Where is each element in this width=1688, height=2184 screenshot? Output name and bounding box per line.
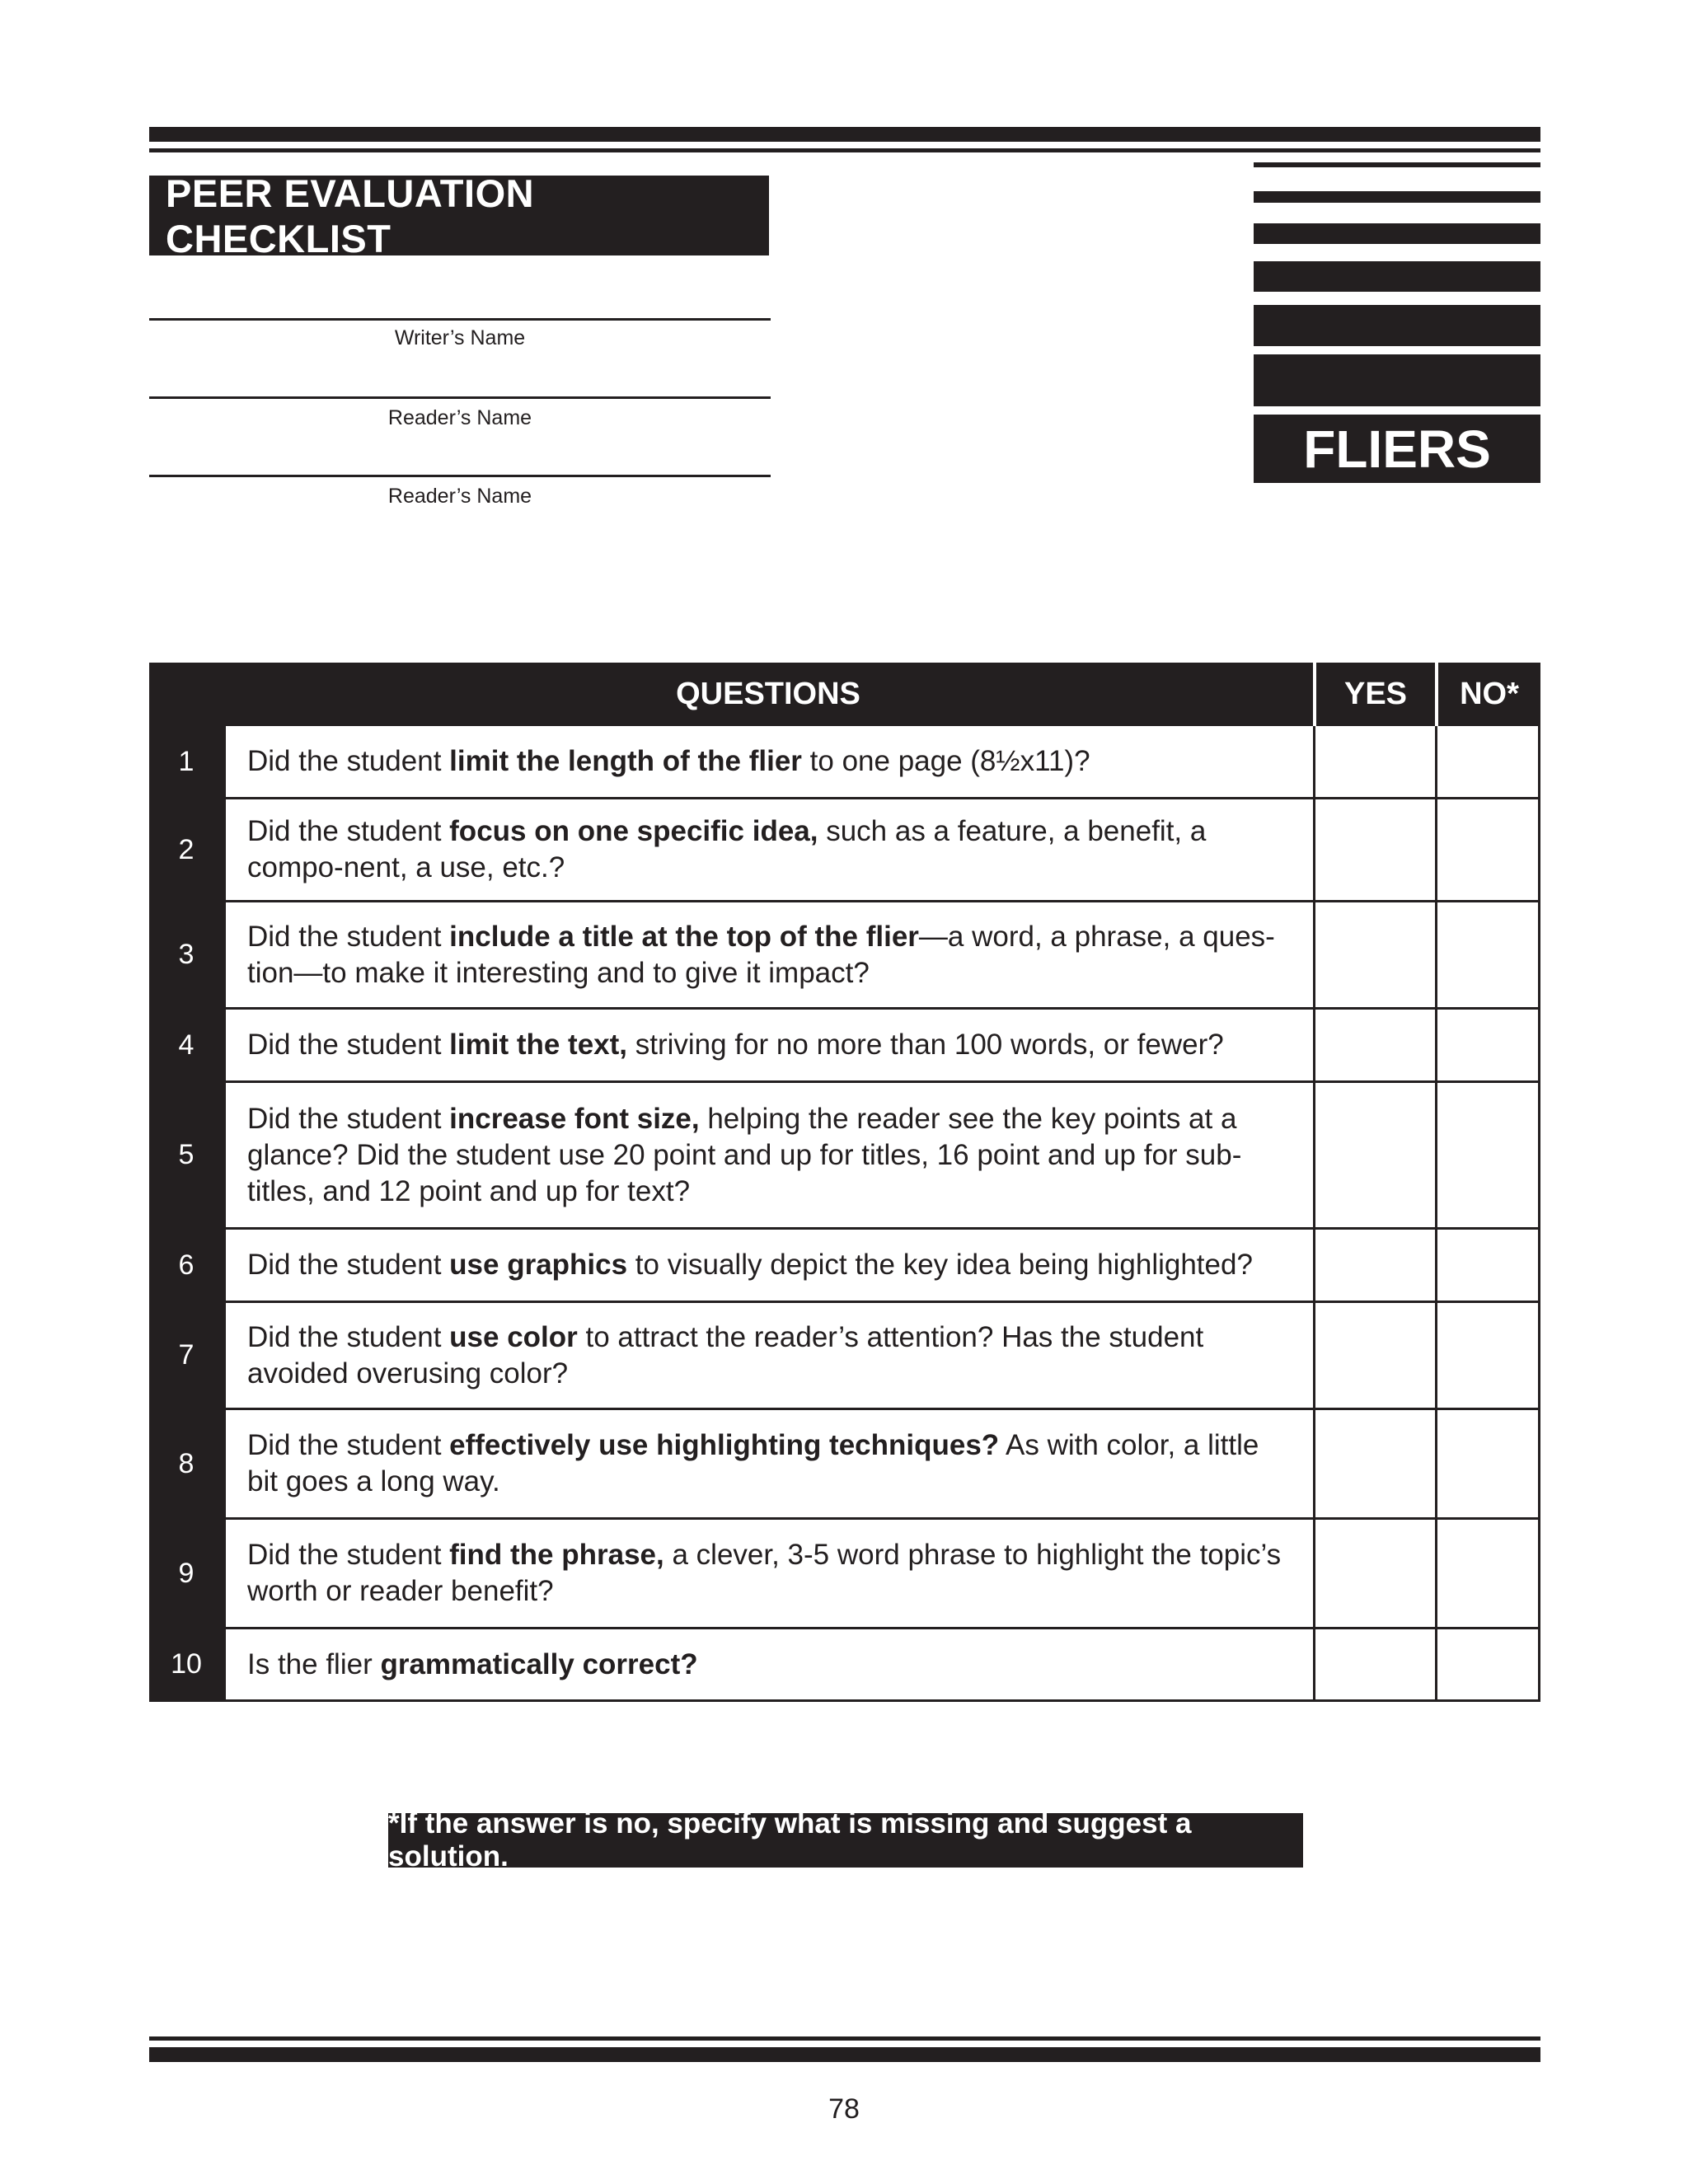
question-text bbox=[223, 1410, 1313, 1517]
question-text bbox=[223, 1520, 1313, 1627]
question-fragment: such as a feature, a benefit, a compo-nent, a use, etc.? bbox=[247, 815, 1207, 883]
question-emphasis: focus on one specific idea, bbox=[449, 815, 818, 847]
table-row bbox=[149, 1629, 1540, 1702]
table-row bbox=[149, 1230, 1540, 1303]
question-fragment: Is the flier bbox=[247, 1647, 381, 1680]
decorative-bar-5 bbox=[1254, 305, 1540, 346]
question-emphasis: grammatically correct? bbox=[380, 1647, 698, 1680]
table-row bbox=[149, 1083, 1540, 1230]
question-number: 8 bbox=[149, 1410, 223, 1517]
no-answer-cell[interactable] bbox=[1435, 1010, 1540, 1080]
no-column-header: NO* bbox=[1435, 663, 1540, 726]
question-fragment: —a word, a phrase, a ques-tion—to make it interesting and to give it impact? bbox=[247, 920, 1275, 989]
question-text bbox=[223, 902, 1313, 1007]
yes-answer-cell[interactable] bbox=[1313, 1083, 1435, 1227]
question-emphasis: limit the text, bbox=[449, 1029, 628, 1061]
table-row bbox=[149, 1303, 1540, 1410]
yes-answer-cell[interactable] bbox=[1313, 1629, 1435, 1699]
question-emphasis: limit the length of the flier bbox=[449, 745, 802, 777]
yes-answer-cell[interactable] bbox=[1313, 726, 1435, 797]
question-fragment: Did the student bbox=[247, 1429, 450, 1461]
reader-name-line-1 bbox=[149, 396, 771, 399]
question-number: 2 bbox=[149, 799, 223, 900]
yes-answer-cell[interactable] bbox=[1313, 1230, 1435, 1301]
no-answer-cell[interactable] bbox=[1435, 1520, 1540, 1627]
question-fragment: striving for no more than 100 words, or fewer? bbox=[627, 1029, 1224, 1061]
yes-column-header: YES bbox=[1313, 663, 1435, 726]
table-row bbox=[149, 1410, 1540, 1520]
question-emphasis: use color bbox=[449, 1320, 578, 1353]
yes-answer-cell[interactable] bbox=[1313, 1010, 1435, 1080]
questions-column-header: QUESTIONS bbox=[676, 677, 860, 711]
yes-answer-cell[interactable] bbox=[1313, 1520, 1435, 1627]
question-fragment: Did the student bbox=[247, 1029, 450, 1061]
question-number: 7 bbox=[149, 1303, 223, 1408]
question-fragment: to attract the reader’s attention? Has the student avoided overusing color? bbox=[247, 1320, 1204, 1390]
question-text bbox=[223, 799, 1313, 900]
page-title: PEER EVALUATION CHECKLIST bbox=[149, 176, 769, 255]
question-text bbox=[223, 1230, 1313, 1301]
no-answer-cell[interactable] bbox=[1435, 726, 1540, 797]
question-text bbox=[223, 1010, 1313, 1080]
footnote: *If the answer is no, specify what is missing and suggest a solution. bbox=[388, 1813, 1303, 1868]
table-body bbox=[149, 726, 1540, 1702]
question-text bbox=[223, 1629, 1313, 1699]
no-answer-cell[interactable] bbox=[1435, 1230, 1540, 1301]
yes-answer-cell[interactable] bbox=[1313, 1410, 1435, 1517]
question-fragment: Did the student bbox=[247, 815, 450, 847]
table-row bbox=[149, 799, 1540, 902]
reader-name-label-2: Reader’s Name bbox=[387, 485, 532, 508]
question-emphasis: effectively use highlighting techniques? bbox=[449, 1429, 1000, 1461]
question-fragment: Did the student bbox=[247, 1320, 450, 1353]
question-number: 10 bbox=[149, 1629, 223, 1699]
question-number: 3 bbox=[149, 902, 223, 1007]
question-fragment: a clever, 3-5 word phrase to highlight the topic’s worth or reader benefit? bbox=[247, 1539, 1282, 1607]
yes-answer-cell[interactable] bbox=[1313, 799, 1435, 900]
table-row bbox=[149, 726, 1540, 799]
checklist-table bbox=[149, 663, 1540, 1702]
question-fragment: to one page (8½x11)? bbox=[801, 745, 1090, 777]
decorative-bar-6 bbox=[1254, 354, 1540, 406]
reader-name-label-1: Reader’s Name bbox=[387, 406, 532, 429]
bottom-rule-thick bbox=[149, 2047, 1540, 2062]
bottom-rule-thin bbox=[149, 2036, 1540, 2041]
question-fragment: Did the student bbox=[247, 1249, 450, 1281]
question-fragment: As with color, a little bit goes a long way. bbox=[247, 1429, 1259, 1497]
page-number: 78 bbox=[828, 2093, 860, 2125]
number-column-header bbox=[149, 663, 223, 726]
writer-name-line bbox=[149, 318, 771, 321]
top-rule-thin bbox=[149, 148, 1540, 152]
table-row bbox=[149, 1010, 1540, 1083]
question-fragment: helping the reader see the key points at a glance? Did the student use 20 point and up for titles, 16 point and up for sub-titles, and 12 point and up for text? bbox=[247, 1102, 1242, 1207]
question-number: 1 bbox=[149, 726, 223, 797]
question-text bbox=[223, 1083, 1313, 1227]
no-answer-cell[interactable] bbox=[1435, 902, 1540, 1007]
question-emphasis: include a title at the top of the flier bbox=[449, 920, 919, 953]
question-number: 9 bbox=[149, 1520, 223, 1627]
decorative-bar-1 bbox=[1254, 162, 1540, 167]
no-answer-cell[interactable] bbox=[1435, 799, 1540, 900]
question-emphasis: increase font size, bbox=[449, 1102, 700, 1135]
section-label: FLIERS bbox=[1254, 415, 1540, 483]
writer-name-label: Writer’s Name bbox=[394, 326, 526, 349]
question-text bbox=[223, 726, 1313, 797]
no-answer-cell[interactable] bbox=[1435, 1303, 1540, 1408]
decorative-bar-4 bbox=[1254, 261, 1540, 292]
reader-name-line-2 bbox=[149, 475, 771, 477]
question-number: 5 bbox=[149, 1083, 223, 1227]
decorative-bar-2 bbox=[1254, 191, 1540, 203]
question-number: 6 bbox=[149, 1230, 223, 1301]
question-fragment: Did the student bbox=[247, 1102, 450, 1135]
no-answer-cell[interactable] bbox=[1435, 1629, 1540, 1699]
question-fragment: Did the student bbox=[247, 745, 450, 777]
question-emphasis: use graphics bbox=[449, 1249, 628, 1281]
no-answer-cell[interactable] bbox=[1435, 1410, 1540, 1517]
table-header bbox=[149, 663, 1540, 726]
no-answer-cell[interactable] bbox=[1435, 1083, 1540, 1227]
question-number: 4 bbox=[149, 1010, 223, 1080]
question-text bbox=[223, 1303, 1313, 1408]
question-fragment: to visually depict the key idea being highlighted? bbox=[627, 1249, 1253, 1281]
decorative-bar-3 bbox=[1254, 223, 1540, 244]
top-rule-thick bbox=[149, 127, 1540, 142]
yes-answer-cell[interactable] bbox=[1313, 1303, 1435, 1408]
table-row bbox=[149, 902, 1540, 1010]
question-emphasis: find the phrase, bbox=[449, 1539, 664, 1571]
table-row bbox=[149, 1520, 1540, 1629]
question-fragment: Did the student bbox=[247, 920, 450, 953]
question-fragment: Did the student bbox=[247, 1539, 450, 1571]
yes-answer-cell[interactable] bbox=[1313, 902, 1435, 1007]
